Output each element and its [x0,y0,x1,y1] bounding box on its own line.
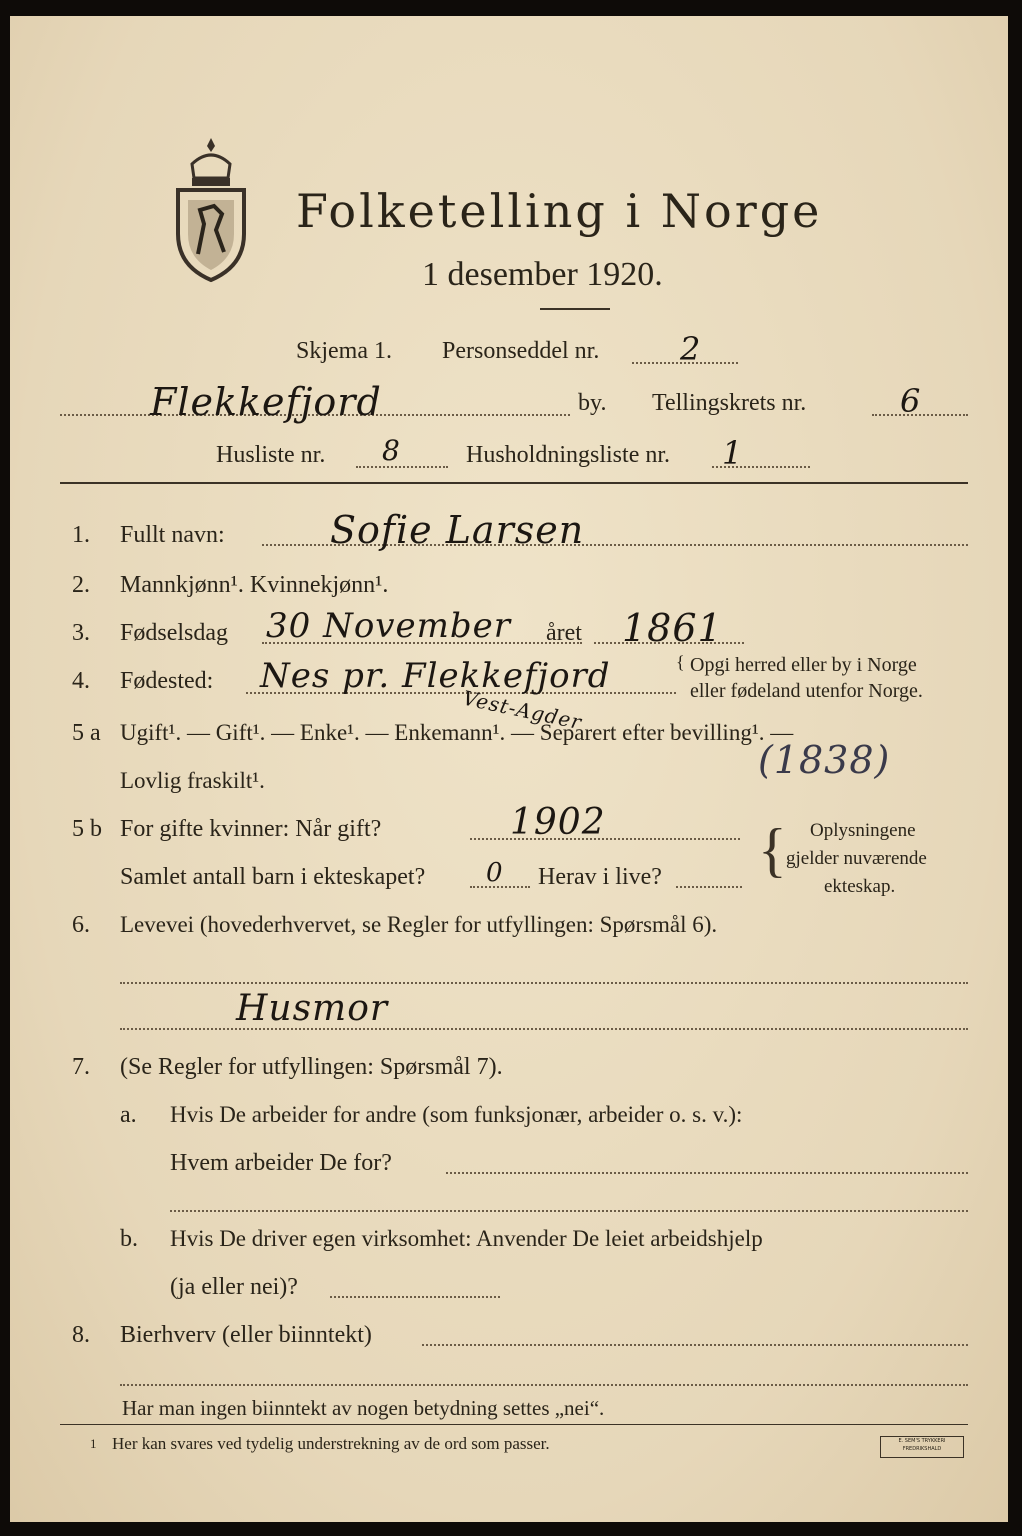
q5a-number: 5 a [72,720,101,746]
q4-note-2: eller fødeland utenfor Norge. [690,680,923,702]
q1-value: Sofie Larsen [330,508,585,552]
q5a-margin-note: (1838) [758,738,891,782]
q3-day-value: 30 November [266,606,511,646]
q5b-children-value: 0 [486,858,504,888]
q7-number: 7. [72,1054,90,1080]
by-label: by. [578,390,607,416]
footnote: Her kan svares ved tydelig understrekning av de ord som passer. [112,1434,550,1453]
printer-stamp: E. SEM'S TRYKKERI FREDRIKSHALD [880,1436,964,1458]
husholdning-label: Husholdningsliste nr. [466,442,671,468]
footer-note: Har man ingen biinntekt av nogen betydning settes „nei“. [122,1396,605,1420]
q7b-field [330,1296,500,1298]
skjema-label: Skjema 1. [296,338,392,364]
q5a-line-1: Ugift¹. — Gift¹. — Enke¹. — Enkemann¹. — Separert efter bevilling¹. — [120,720,794,745]
census-form [10,16,1008,1522]
q6-value: Husmor [236,988,389,1029]
q5b-alive-field [676,886,742,888]
q7-label: (Se Regler for utfyllingen: Spørsmål 7). [120,1054,503,1080]
q1-number: 1. [72,522,90,548]
q7a-line-1: Hvis De arbeider for andre (som funksjonær, arbeider o. s. v.): [170,1102,743,1127]
coat-of-arms-icon [170,134,252,284]
q7a-field-2 [170,1210,968,1212]
q4-label: Fødested: [120,668,214,694]
q3-year-label: året [546,620,582,646]
q3-label: Fødselsdag [120,620,228,646]
q5b-alive-label: Herav i live? [538,864,662,890]
husholdning-value: 1 [722,434,744,472]
q2-label: Mannkjønn¹. Kvinnekjønn¹. [120,572,389,598]
footer-rule [60,1424,968,1425]
tellingskrets-value: 6 [900,382,922,420]
q5b-label: For gifte kvinner: Når gift? [120,816,382,842]
personseddel-label: Personseddel nr. [442,338,600,364]
q4-brace: { [676,652,685,672]
q1-label: Fullt navn: [120,522,225,548]
q5b-note-3: ekteskap. [824,876,896,897]
husliste-label: Husliste nr. [216,442,326,468]
form-title: Folketelling i Norge [296,184,823,238]
census-date: 1 desember 1920. [422,256,663,293]
husliste-value: 8 [382,434,401,467]
q4-note-1: Opgi herred eller by i Norge [690,654,917,676]
title-rule [540,308,610,310]
footnote-mark: 1 [90,1436,97,1451]
q3-year-value: 1861 [622,606,723,650]
q8-label: Bierhverv (eller biinntekt) [120,1322,372,1348]
q4-number: 4. [72,668,90,694]
q5b-note-2: gjelder nuværende [786,848,927,869]
q8-field-2 [120,1384,968,1386]
q7a-field [446,1172,968,1174]
header-rule [60,482,968,484]
q5b-number: 5 b [72,816,102,842]
q4-value: Nes pr. Flekkefjord [260,656,611,696]
q5b-note-1: Oplysningene [810,820,916,841]
q6-field-1 [120,982,968,984]
personseddel-value: 2 [680,330,702,368]
q5b-married-value: 1902 [510,802,606,843]
town-value: Flekkefjord [150,380,382,424]
q5a-line-2: Lovlig fraskilt¹. [120,768,265,793]
q2-number: 2. [72,572,90,598]
q8-field [422,1344,968,1346]
q6-label: Levevei (hovederhvervet, se Regler for utfyllingen: Spørsmål 6). [120,912,718,937]
husliste-field [356,466,448,468]
tellingskrets-label: Tellingskrets nr. [652,390,807,416]
q5b-children-label: Samlet antall barn i ekteskapet? [120,864,426,890]
q7b-letter: b. [120,1226,138,1252]
q8-number: 8. [72,1322,90,1348]
q7a-line-2: Hvem arbeider De for? [170,1150,392,1176]
q7a-letter: a. [120,1102,137,1128]
q5b-brace: { [758,817,787,883]
q3-number: 3. [72,620,90,646]
q4-margin-note: Vest-Agder [460,685,585,735]
q7b-line-2: (ja eller nei)? [170,1274,298,1300]
q6-number: 6. [72,912,90,938]
q7b-line-1: Hvis De driver egen virksomhet: Anvender De leiet arbeidshjelp [170,1226,763,1251]
